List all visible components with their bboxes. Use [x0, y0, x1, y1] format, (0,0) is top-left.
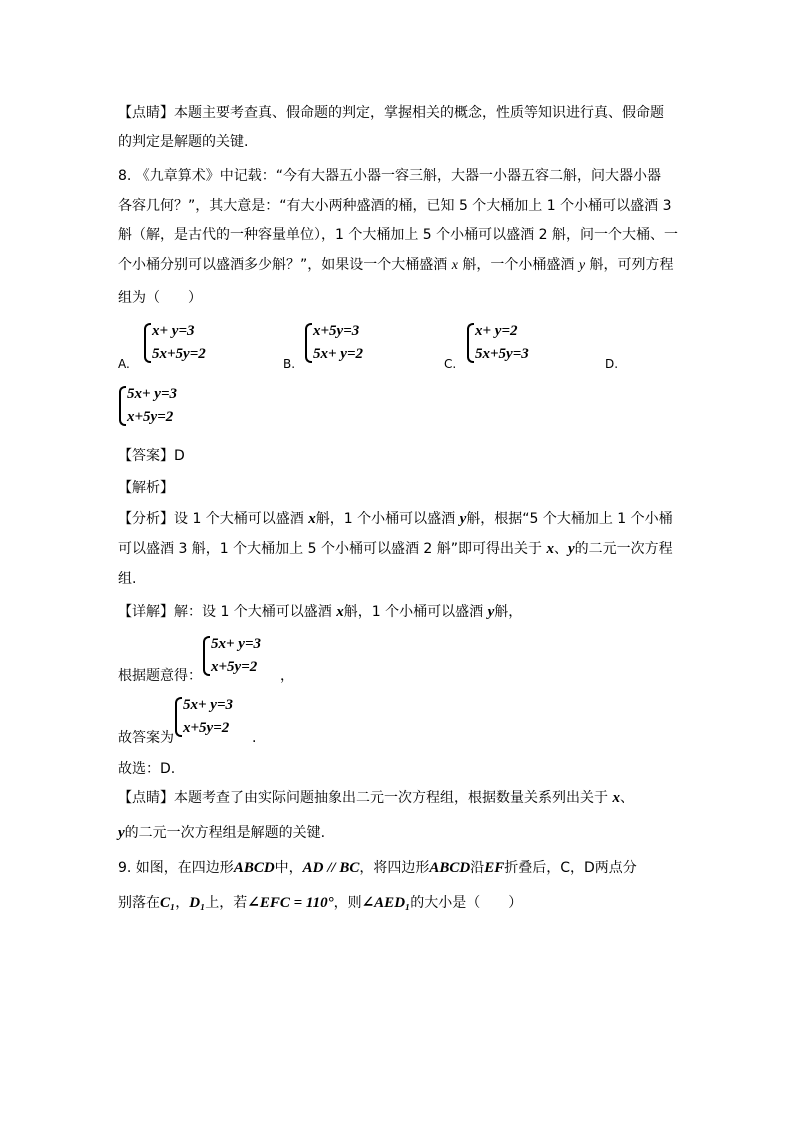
var-y: y	[118, 825, 125, 841]
text: ，将四边形	[359, 860, 430, 876]
var-x: x	[546, 541, 554, 557]
analysis-text	[118, 540, 673, 558]
math: D₁	[189, 895, 206, 911]
equation-system	[118, 383, 177, 429]
equation: 5x+5y=2	[152, 346, 206, 362]
math: ABCD	[429, 860, 471, 876]
var-x: x	[336, 604, 344, 620]
text: 、	[619, 790, 634, 806]
question-text: 组为（ ）	[118, 290, 202, 306]
equation: 5x+ y=2	[313, 346, 364, 362]
answer: 【答案】D	[118, 448, 185, 464]
comment-line: 【点睛】本题主要考查真、假命题的判定，掌握相关的概念，性质等知识进行真、假命题	[118, 105, 664, 121]
var-x: x	[308, 511, 316, 527]
math: C₁	[160, 895, 176, 911]
text: 斛，	[494, 604, 523, 620]
text: 别落在	[118, 895, 160, 911]
var-y: y	[578, 258, 586, 273]
text: 斛，1 个小桶可以盛酒	[343, 604, 488, 620]
question-text	[118, 256, 674, 275]
text: 9. 如图，在四边形	[118, 860, 234, 876]
comment-line: 的判定是解题的关键.	[118, 134, 249, 150]
text: 个小桶分别可以盛酒多少斛？”，如果设一个大桶盛酒	[118, 257, 452, 273]
text: 【点睛】本题考查了由实际问题抽象出二元一次方程组，根据数量关系列出关于	[118, 790, 613, 806]
equation-system	[174, 694, 233, 740]
text: 上，若	[205, 895, 248, 911]
var-y: y	[567, 541, 575, 557]
var-y: y	[487, 604, 495, 620]
analysis-text: 组.	[118, 571, 137, 587]
text: 的大小是（ ）	[410, 895, 523, 911]
math: ∠EFC = 110°	[247, 895, 334, 911]
text: 斛，根据“5 个大桶加上 1 个小桶	[466, 511, 673, 527]
math: EF	[484, 860, 505, 876]
question-text: 8. 《九章算术》中记载：“今有大器五小器一容三斛，大器一小器五容二斛，问大器小器	[118, 168, 662, 184]
equation-system	[304, 320, 363, 366]
text: 的二元一次方程	[574, 541, 673, 557]
question-text: 斛（解，是古代的一种容量单位），1 个大桶加上 5 个小桶可以盛酒 2 斛，问一个大桶、一	[118, 227, 678, 243]
equation: 5x+ y=3	[183, 697, 234, 713]
equation: 5x+ y=3	[211, 636, 262, 652]
text: 斛，可列方程	[585, 257, 674, 273]
choose-text: 故选：D.	[118, 761, 176, 777]
equation: x+ y=3	[152, 323, 195, 339]
analysis-text	[118, 510, 673, 528]
text: ，则	[333, 895, 362, 911]
equation: x+ y=2	[475, 323, 518, 339]
question-text	[118, 859, 637, 877]
math: ∠AED₁	[361, 895, 411, 911]
detail-text: 故答案为	[118, 730, 174, 746]
equation-system	[466, 320, 529, 366]
text: 可以盛酒 3 斛，1 个大桶加上 5 个小桶可以盛酒 2 斛”即可得出关于	[118, 541, 547, 557]
question-text: 各容几何？”，其大意是：“有大小两种盛酒的桶，已知 5 个大桶加上 1 个小桶可以盛酒 3	[118, 198, 672, 214]
option-label: B.	[283, 357, 296, 371]
question-text	[118, 894, 522, 912]
equation: 5x+5y=3	[475, 346, 529, 362]
text: 中，	[274, 860, 303, 876]
equation: x+5y=3	[313, 323, 360, 339]
comment-text	[118, 789, 634, 807]
var-x: x	[612, 790, 620, 806]
equation-system	[202, 633, 261, 679]
text: 沿	[470, 860, 485, 876]
text: 【分析】设 1 个大桶可以盛酒	[118, 511, 309, 527]
var-x: x	[451, 258, 458, 273]
text: 斛，一个小桶盛酒	[457, 257, 579, 273]
text: ，	[175, 895, 190, 911]
equation-system	[143, 320, 206, 366]
punct: .	[252, 730, 257, 746]
equation: x+5y=2	[183, 720, 230, 736]
math: ABCD	[233, 860, 275, 876]
math: AD // BC	[302, 860, 360, 876]
detail-text: 根据题意得：	[118, 668, 202, 684]
comment-text	[118, 824, 325, 842]
text: 【详解】解：设 1 个大桶可以盛酒	[118, 604, 337, 620]
equation: 5x+ y=3	[127, 386, 178, 402]
analysis-heading: 【解析】	[118, 480, 174, 496]
option-label: C.	[444, 357, 457, 371]
punct: ，	[280, 668, 294, 684]
text: 斛，1 个小桶可以盛酒	[315, 511, 460, 527]
option-label: D.	[605, 357, 619, 371]
option-label: A.	[118, 357, 130, 371]
detail-text	[118, 603, 522, 621]
var-y: y	[459, 511, 467, 527]
equation: x+5y=2	[211, 659, 258, 675]
text: 的二元一次方程组是解题的关键.	[124, 825, 326, 841]
equation: x+5y=2	[127, 409, 174, 425]
text: 、	[553, 541, 568, 557]
text: 折叠后，C，D两点分	[504, 860, 637, 876]
